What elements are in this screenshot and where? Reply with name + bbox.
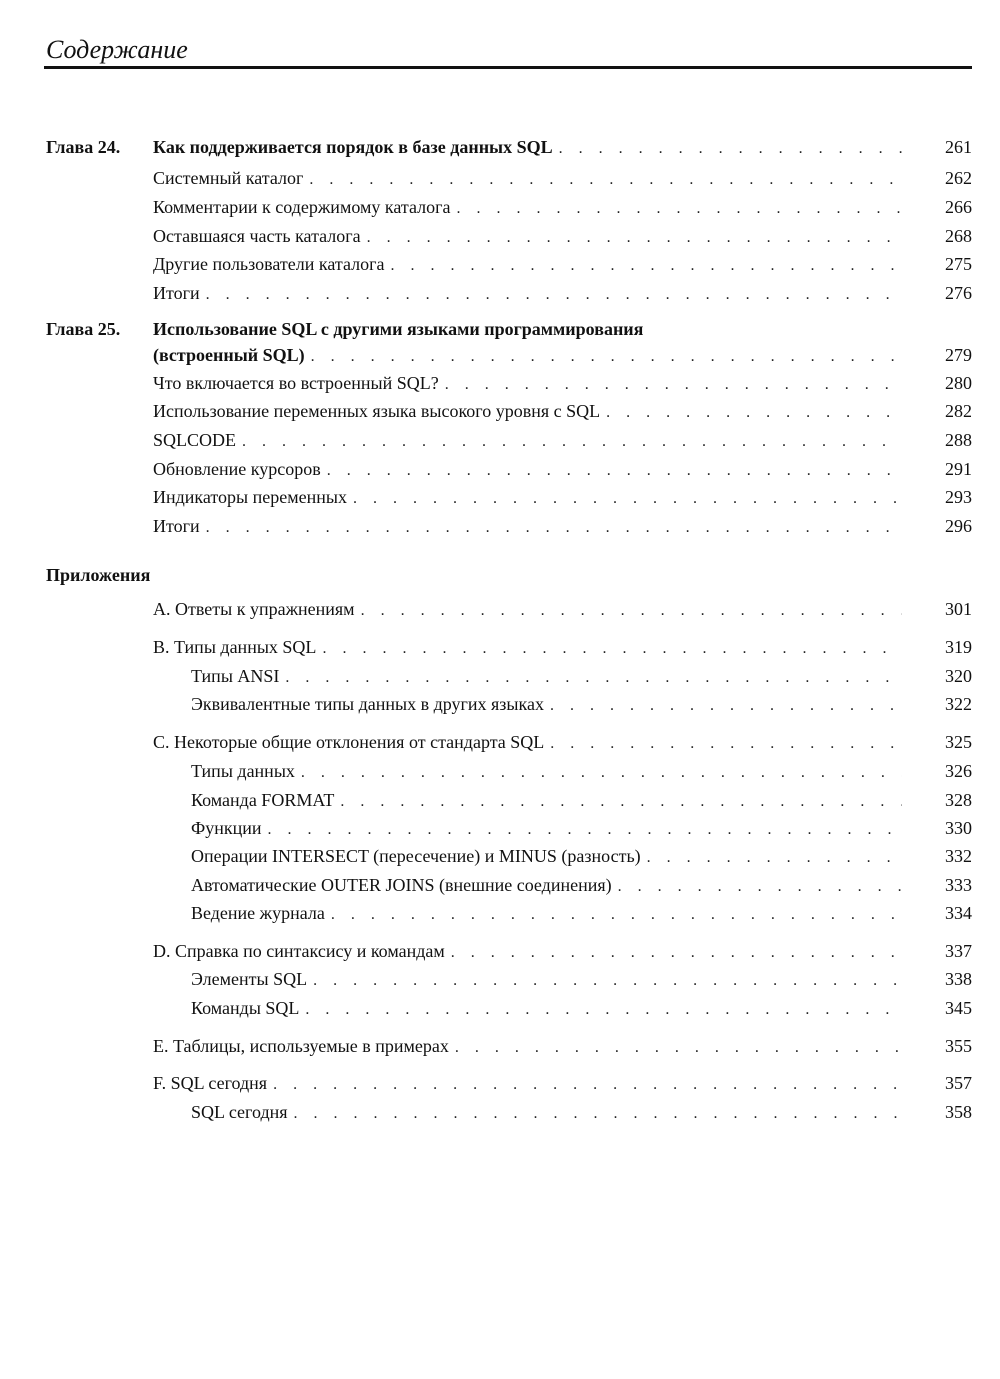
entry-title: Элементы SQL: [191, 969, 308, 989]
toc-entry[interactable]: [153, 511, 902, 543]
toc-row: [0, 661, 1000, 691]
dot-leader: [305, 995, 902, 1025]
toc-row: [0, 192, 1000, 222]
page-number: 345: [945, 998, 972, 1018]
entry-title: Обновление курсоров: [153, 459, 321, 479]
entry-title: (встроенный SQL): [153, 345, 305, 365]
page-number: 326: [945, 761, 972, 781]
entry-title: Оставшаяся часть каталога: [153, 226, 361, 246]
page-number: 275: [945, 254, 972, 274]
toc-entry[interactable]: [153, 396, 902, 428]
toc-row-chapter-24: [0, 132, 1000, 162]
page-header: Содержание: [46, 35, 188, 64]
page-number: 291: [945, 459, 972, 479]
entry-title: Итоги: [153, 283, 200, 303]
dot-leader: [559, 134, 902, 164]
toc-entry[interactable]: [153, 249, 902, 281]
toc-entry-chapter-24[interactable]: [153, 132, 902, 164]
entry-title: SQLCODE: [153, 430, 237, 450]
toc-row: [0, 785, 1000, 815]
dot-leader: [361, 596, 902, 626]
toc-entry[interactable]: [191, 841, 902, 873]
toc-entry[interactable]: [153, 163, 902, 195]
toc-entry[interactable]: [153, 425, 902, 457]
dot-leader: [390, 251, 902, 281]
page-number: 355: [945, 1036, 972, 1056]
entry-title: Эквивалентные типы данных в других языках: [191, 694, 544, 714]
toc-entry[interactable]: [191, 689, 902, 721]
entry-title: Команды SQL: [191, 998, 300, 1018]
entry-title: D. Справка по синтаксису и командам: [153, 941, 445, 961]
toc-row: [0, 278, 1000, 308]
page-number: 338: [945, 969, 972, 989]
toc-row: [0, 482, 1000, 512]
page-number: 334: [945, 903, 972, 923]
toc-row: [0, 221, 1000, 251]
page-number: 319: [945, 637, 972, 657]
page-number: 276: [945, 283, 972, 303]
page-number: 333: [945, 875, 972, 895]
toc-row-appendix-f: [0, 1068, 1000, 1098]
page-number: 280: [945, 373, 972, 393]
dot-leader: [206, 513, 902, 543]
toc-row: [0, 898, 1000, 928]
page-number: 320: [945, 666, 972, 686]
page-number: 332: [945, 846, 972, 866]
page-number: 330: [945, 818, 972, 838]
dot-leader: [301, 758, 902, 788]
toc-entry[interactable]: [153, 278, 902, 310]
dot-leader: [647, 843, 902, 873]
page-number: 325: [945, 732, 972, 752]
toc-row: [0, 841, 1000, 871]
dot-leader: [550, 691, 902, 721]
entry-title: F. SQL сегодня: [153, 1073, 268, 1093]
dot-leader: [455, 1033, 902, 1063]
entry-title: Команда FORMAT: [191, 790, 335, 810]
dot-leader: [606, 398, 902, 428]
toc-entry-appendix-c[interactable]: [153, 727, 902, 759]
dot-leader: [322, 634, 902, 664]
page-number: 266: [945, 197, 972, 217]
toc-entry[interactable]: [191, 898, 902, 930]
dot-leader: [309, 165, 902, 195]
page-number: 268: [945, 226, 972, 246]
toc-entry[interactable]: [191, 964, 902, 996]
chapter-title-line[interactable]: Использование SQL с другими языками программирования: [153, 319, 644, 339]
entry-title: Что включается во встроенный SQL?: [153, 373, 439, 393]
chapter-label: Глава 24.: [46, 137, 121, 157]
page-number: 322: [945, 694, 972, 714]
toc-row: [0, 689, 1000, 719]
toc-row: [0, 163, 1000, 193]
toc-row: [0, 249, 1000, 279]
toc-entry-appendix-f[interactable]: [153, 1068, 902, 1100]
page-number: 279: [945, 345, 972, 365]
entry-title: Другие пользователи каталога: [153, 254, 385, 274]
toc-entry-appendix-e[interactable]: [153, 1031, 902, 1063]
entry-title: Системный каталог: [153, 168, 304, 188]
dot-leader: [313, 966, 902, 996]
toc-row-appendix-e: [0, 1031, 1000, 1061]
toc-entry[interactable]: [191, 756, 902, 788]
dot-leader: [550, 729, 902, 759]
page-number: 328: [945, 790, 972, 810]
entry-title: Функции: [191, 818, 262, 838]
toc-row: [0, 1097, 1000, 1127]
dot-leader: [331, 900, 902, 930]
entry-title: Типы данных: [191, 761, 295, 781]
toc-row-chapter-25: [0, 340, 1000, 370]
toc-entry-appendix-a[interactable]: [153, 594, 902, 626]
entry-title: Как поддерживается порядок в базе данных SQL: [153, 137, 553, 157]
toc-row: [0, 368, 1000, 398]
chapter-label: Глава 25.: [46, 319, 121, 339]
toc-row: [0, 993, 1000, 1023]
header-rule: [44, 66, 972, 69]
page-number: 337: [945, 941, 972, 961]
entry-title: Типы ANSI: [191, 666, 280, 686]
toc-entry[interactable]: [191, 993, 902, 1025]
toc-entry[interactable]: [191, 1097, 902, 1129]
toc-row-appendix-d: [0, 936, 1000, 966]
toc-entry[interactable]: [153, 192, 902, 224]
entry-title: Е. Таблицы, используемые в примерах: [153, 1036, 449, 1056]
toc-entry[interactable]: [153, 482, 902, 514]
dot-leader: [353, 484, 902, 514]
toc-entry-appendix-b[interactable]: [153, 632, 902, 664]
page-number: 293: [945, 487, 972, 507]
toc-row: [0, 396, 1000, 426]
toc-row: [0, 454, 1000, 484]
toc-row: [0, 870, 1000, 900]
page-number: 358: [945, 1102, 972, 1122]
dot-leader: [242, 427, 902, 457]
entry-title: Операции INTERSECT (пересечение) и MINUS (разность): [191, 846, 641, 866]
entry-title: Индикаторы переменных: [153, 487, 347, 507]
page-number: 296: [945, 516, 972, 536]
toc-row-appendix-a: [0, 594, 1000, 624]
entry-title: SQL сегодня: [191, 1102, 288, 1122]
toc-row: [0, 756, 1000, 786]
entry-title: Ведение журнала: [191, 903, 325, 923]
toc-row: [0, 813, 1000, 843]
page-number: 288: [945, 430, 972, 450]
page-number: 357: [945, 1073, 972, 1093]
entry-title: А. Ответы к упражнениям: [153, 599, 355, 619]
entry-title: В. Типы данных SQL: [153, 637, 317, 657]
page-number: 261: [945, 137, 972, 157]
page-number: 301: [945, 599, 972, 619]
dot-leader: [456, 194, 902, 224]
toc-row-appendix-b: [0, 632, 1000, 662]
entry-title: Итоги: [153, 516, 200, 536]
page-number: 262: [945, 168, 972, 188]
appendices-heading: Приложения: [46, 565, 151, 585]
toc-row: [0, 425, 1000, 455]
toc-row: [0, 511, 1000, 541]
dot-leader: [294, 1099, 902, 1129]
entry-title: Комментарии к содержимому каталога: [153, 197, 451, 217]
dot-leader: [273, 1070, 902, 1100]
entry-title: С. Некоторые общие отклонения от стандарта SQL: [153, 732, 545, 752]
entry-title: Использование переменных языка высокого уровня с SQL: [153, 401, 601, 421]
toc-row: [0, 964, 1000, 994]
toc-row-appendix-c: [0, 727, 1000, 757]
page-number: 282: [945, 401, 972, 421]
dot-leader: [206, 280, 902, 310]
entry-title: Автоматические OUTER JOINS (внешние соединения): [191, 875, 612, 895]
